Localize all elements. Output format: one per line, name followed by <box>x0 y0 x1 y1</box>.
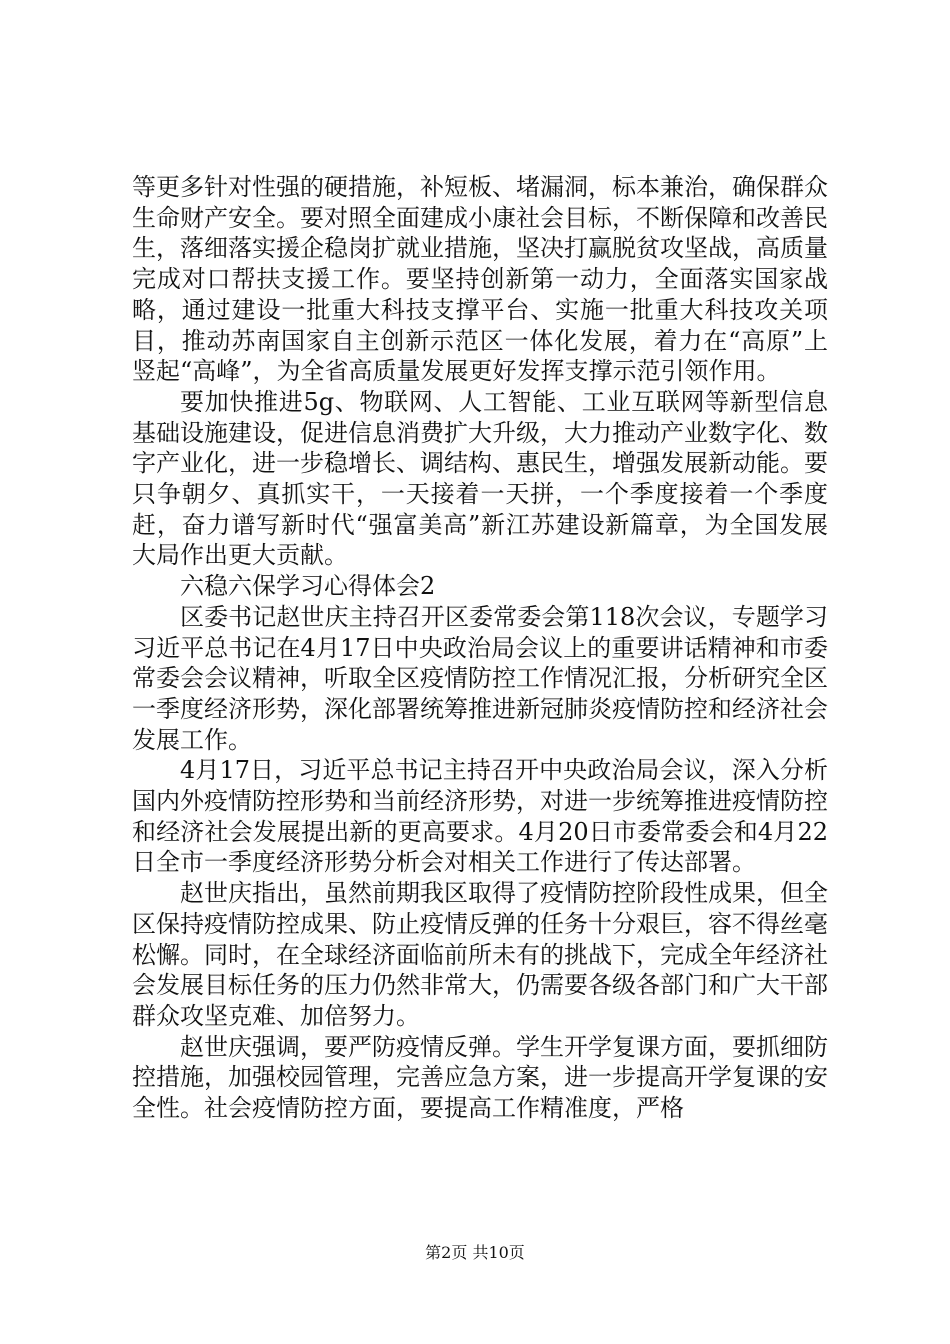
paragraph-april-17: 4月17日，习近平总书记主持召开中央政治局会议，深入分析国内外疫情防控形势和当前经济形势，对进一步统筹推进疫情防控和经济社会发展提出新的更高要求。4月20日市委常委会和4月22日全市一季度经济形势分析会对相关工作进行了传达部署。 <box>132 756 828 877</box>
paragraph-infrastructure: 要加快推进5g、物联网、人工智能、工业互联网等新型信息基础设施建设，促进信息消费扩大升级，大力推动产业数字化、数字产业化，进一步稳增长、调结构、惠民生，增强发展新动能。要只争朝夕、真抓实干，一天接着一天拼，一个季度接着一个季度赶，奋力谱写新时代“强富美高”新江苏建设新篇章，为全国发展大局作出更大贡献。 <box>132 387 828 570</box>
document-body <box>132 172 828 1124</box>
section-heading: 六稳六保学习心得体会2 <box>180 572 436 601</box>
paragraph-zhao-pointed-out: 赵世庆指出，虽然前期我区取得了疫情防控阶段性成果，但全区保持疫情防控成果、防止疫情反弹的任务十分艰巨，容不得丝毫松懈。同时，在全球经济面临前所未有的挑战下，完成全年经济社会发展目标任务的压力仍然非常大，仍需要各级各部门和广大干部群众攻坚克难、加倍努力。 <box>132 879 828 1030</box>
paragraph-zhao-emphasized: 赵世庆强调，要严防疫情反弹。学生开学复课方面，要抓细防控措施，加强校园管理，完善应急方案，进一步提高开学复课的安全性。社会疫情防控方面，要提高工作精准度，严格 <box>132 1032 828 1123</box>
paragraph-meeting: 区委书记赵世庆主持召开区委常委会第118次会议，专题学习习近平总书记在4月17日中央政治局会议上的重要讲话精神和市委常委会会议精神，听取全区疫情防控工作情况汇报，分析研究全区一季度经济形势，深化部署统筹推进新冠肺炎疫情防控和经济社会发展工作。 <box>132 602 828 754</box>
page-footer: 第2页 共10页 <box>425 1243 525 1262</box>
paragraph-continuation: 等更多针对性强的硬措施，补短板、堵漏洞，标本兼治，确保群众生命财产安全。要对照全面建成小康社会目标，不断保障和改善民生，落细落实援企稳岗扩就业措施，坚决打赢脱贫攻坚战，高质量完成对口帮扶支援工作。要坚持创新第一动力，全面落实国家战略，通过建设一批重大科技支撑平台、实施一批重大科技攻关项目，推动苏南国家自主创新示范区一体化发展，着力在“高原”上竖起“高峰”，为全省高质量发展更好发挥支撑示范引领作用。 <box>132 173 828 386</box>
